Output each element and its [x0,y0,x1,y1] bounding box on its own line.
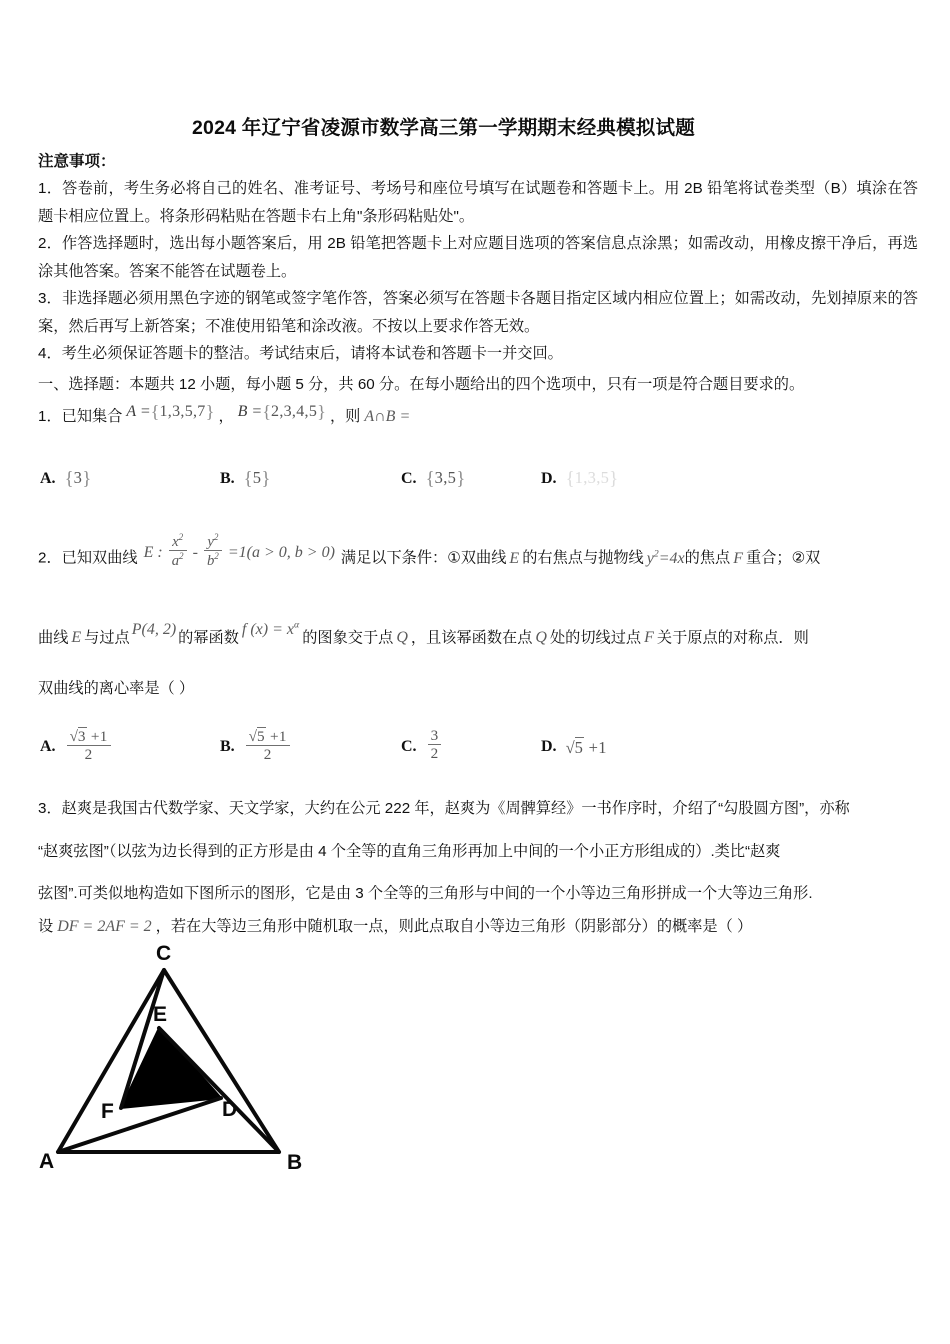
question-1-set-b-value: 2,3,4,5 [271,403,318,420]
question-2-line1-mid: 满足以下条件：①双曲线 [340,549,507,567]
question-2-minus: - [192,543,198,561]
question-1-set-a-value: 1,3,5,7 [159,403,206,420]
page-title: 2024 年辽宁省凌源市数学高三第一学期期末经典模拟试题 [192,117,695,139]
question-1-option-d[interactable] [541,456,618,502]
question-2-curve-E: E [71,629,82,647]
option-letter: B. [220,470,235,487]
notice-block [38,148,918,368]
question-1-then: 则 [345,408,361,425]
option-letter: C. [401,738,417,755]
question-3-number: 3． [38,800,62,817]
question-2-options [38,718,918,776]
question-2-fraction-x-over-a: $\frac{x^2}{a^2}$ [169,532,187,570]
option-letter: C. [401,470,417,487]
question-2-point-P: P(4, 2) [131,621,177,639]
question-2-line2-prefix: 曲线 [38,629,69,647]
question-2-line2-d: ，且该幂函数在点 [410,629,533,647]
vertex-label-e: E [153,1003,168,1026]
chord-diagram-svg [36,938,306,1178]
question-2-line2-f: 关于原点的对称点．则 [656,629,809,647]
question-2-hyperbola-E: E [509,549,520,567]
question-1-comma-2: ， [329,408,346,425]
question-2-number: 2． [38,549,62,567]
notice-item-3: 3．非选择题必须用黑色字迹的钢笔或签字笔作答，答案必须写在答题卡各题目指定区域内相应位置上；如需改动，先划掉原来的答案，然后再写上新答案；不准使用铅笔和涂改液。不按以上要求作答无效。 [38,290,918,335]
question-3-stem-line-2: “赵爽弦图”（以弦为边长得到的正方形是由 4 个全等的直角三角形再加上中间的一个小正方形组成的）.类比“赵爽 [38,843,781,860]
option-value: {5} [243,467,271,490]
question-2-line1-end: 重合；②双 [746,549,821,567]
question-1-set-a-lhs: A = [126,403,151,420]
question-1-comma-1: ， [218,408,234,425]
vertex-label-c: C [156,942,172,965]
question-2-line2-a: 与过点 [84,629,130,647]
option-value: $\frac{√5 +1}{2}$ [244,729,292,765]
option-value: $\frac{√3 +1}{2}$ [65,729,113,765]
option-letter: A. [40,470,56,487]
question-1-options [38,456,918,502]
question-1-option-c[interactable] [401,456,465,502]
option-letter: D. [541,470,557,487]
option-letter: D. [541,738,557,755]
option-value: {3} [64,467,92,490]
question-2-fraction-y-over-b: $\frac{y^2}{b^2}$ [204,532,222,570]
question-3-given-math: DF = 2AF = 2 [57,918,152,935]
option-letter: B. [220,738,235,755]
question-2-line2-b: 的幂函数 [178,629,239,647]
option-value: √5 +1 [565,737,607,757]
question-2-point-F: F [644,629,654,647]
question-2-option-b[interactable] [220,718,292,776]
question-2-line1-prefix: 已知双曲线 [61,549,138,567]
question-2-line1-mid2: 的右焦点与抛物线 [522,549,644,567]
question-2-line2-c: 的图象交于点 [302,629,394,647]
section-heading: 一、选择题：本题共 12 小题，每小题 5 分，共 60 分。在每小题给出的四个选项中，只有一项是符合题目要求的。 [38,376,805,393]
question-2-stem-line-2 [38,620,928,651]
question-2-focus-F: F [733,549,743,567]
option-value: $\frac{3}{2}$ [426,730,444,765]
question-3-line4-prefix: 设 [38,918,54,935]
vertex-label-b: B [287,1151,303,1174]
question-2-parabola: $y^2=4x$ [646,548,685,567]
question-2-line2-e: 处的切线过点 [549,629,642,647]
notice-item-1: 1．答卷前，考生务必将自己的姓名、准考证号、考场号和座位号填写在试题卷和答题卡上。用 2B 铅笔将试卷类型（B）填涂在答题卡相应位置上。将条形码粘贴在答题卡右上角"条形码粘贴处"。 [38,180,918,225]
question-3-figure [36,938,306,1178]
question-1-stem: 1．已知集合 A ={1,3,5,7} ， B ={2,3,4,5} ，则 A∩B = [38,401,411,425]
vertex-label-f: F [101,1100,114,1123]
notice-heading: 注意事项： [38,153,116,170]
question-1-set-b-lhs: B = [237,403,263,420]
option-value: {1,3,5} [565,467,619,490]
option-value: {3,5} [425,467,466,490]
question-1-stem-prefix: 已知集合 [61,408,123,425]
notice-item-2: 2．作答选择题时，选出每小题答案后，用 2B 铅笔把答题卡上对应题目选项的答案信息点涂黑；如需改动，用橡皮擦干净后，再选涂其他答案。答案不能答在试题卷上。 [38,235,918,280]
question-3-stem-line-3: 弦图”.可类似地构造如下图所示的图形，它是由 3 个全等的三角形与中间的一个小等边三角形拼成一个大等边三角形. [38,885,813,902]
question-2-option-c[interactable] [401,718,443,776]
question-1-option-b[interactable] [220,456,270,502]
question-1-expression: A∩B = [364,408,411,425]
question-3-stem-line-4 [38,913,928,940]
question-1-number: 1． [38,408,62,425]
notice-item-4: 4．考生必须保证答题卡的整洁。考试结束后，请将本试卷和答题卡一并交回。 [38,345,563,362]
question-2-option-a[interactable] [40,718,113,776]
question-2-equation-label: E : [143,543,163,561]
question-3-stem-line-1 [38,795,928,822]
question-2-option-d[interactable] [541,718,607,776]
question-3-line4-suffix: ，若在大等边三角形中随机取一点，则此点取自小等边三角形（阴影部分）的概率是（ ） [155,918,753,935]
vertex-label-a: A [39,1150,55,1173]
option-letter: A. [40,738,56,755]
question-3-line1-text: 赵爽是我国古代数学家、天文学家，大约在公元 222 年，赵爽为《周髀算经》一书作序时，介绍了“勾股圆方图”，亦称 [61,800,850,817]
question-2-stem-line-1 [38,531,928,578]
question-2-line1-mid3: 的焦点 [684,549,731,567]
question-2-power-function: f $(x) = x^\alpha$ [241,620,300,639]
question-2-stem-line-3: 双曲线的离心率是（ ） [38,680,195,697]
question-2-point-Q2: Q [535,629,547,647]
question-2-equation-tail: =1(a > 0, b > 0) [227,543,335,561]
vertex-label-d: D [222,1098,238,1121]
question-1-option-a[interactable] [40,456,91,502]
question-2-point-Q: Q [396,629,408,647]
